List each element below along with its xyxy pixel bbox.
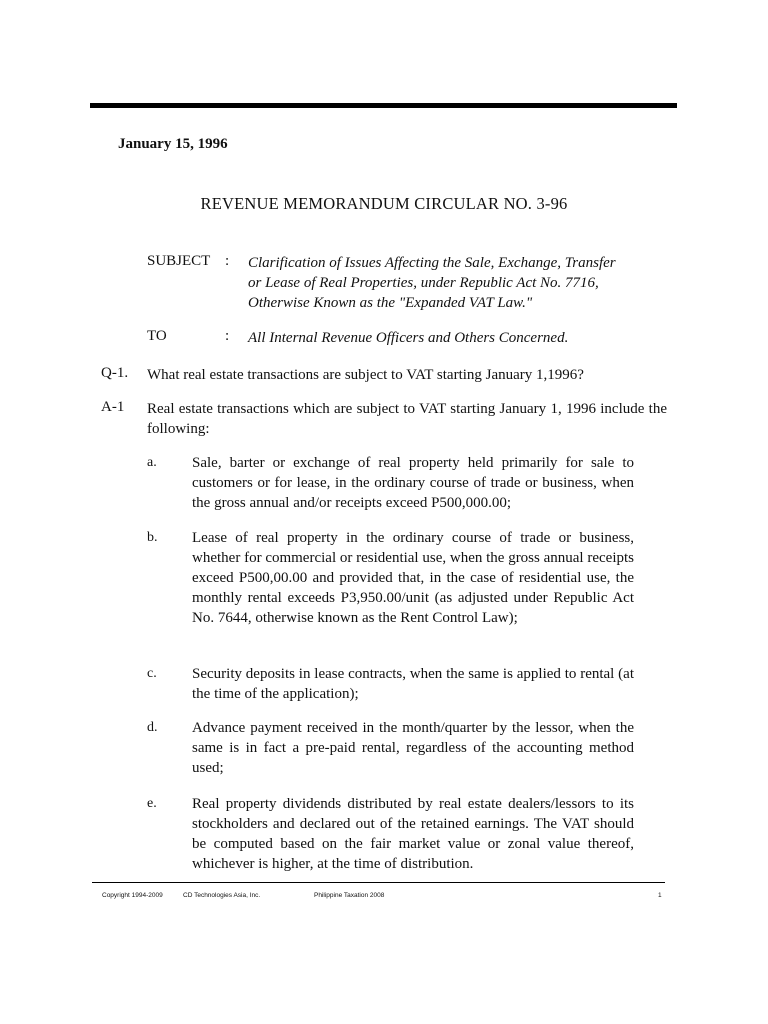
item-letter: e.: [147, 796, 157, 811]
list-item: Sale, barter or exchange of real property held primarily for sale to customers or for lease, in the ordinary course of trade or business, when the gross annual and/or receipts exceed P500,000.00;: [192, 455, 634, 511]
list-item: Real property dividends distributed by real estate dealers/lessors to its stockholders and declared out of the retained earnings. The VAT should be computed based on the fair market value or zonal value thereof, whichever is higher, at the time of distribution.: [192, 796, 634, 872]
question-label: Q-1.: [101, 365, 129, 381]
footer-company: CD Technologies Asia, Inc.: [183, 892, 261, 899]
item-letter: d.: [147, 720, 158, 735]
subject-label: SUBJECT: [147, 253, 211, 269]
question-text: What real estate transactions are subject to VAT starting January 1,1996?: [147, 367, 584, 383]
list-item: Security deposits in lease contracts, when the same is applied to rental (at the time of the application);: [192, 666, 634, 702]
subject-colon: :: [225, 253, 230, 269]
to-colon: :: [225, 328, 230, 344]
item-letter: a.: [147, 455, 157, 470]
footer-publication: Philippine Taxation 2008: [314, 892, 385, 899]
subject-text: [248, 253, 668, 313]
header-rule: [90, 103, 677, 108]
answer-text: Real estate transactions which are subject to VAT starting January 1, 1996 include the following:: [147, 401, 667, 437]
subject-line: Clarification of Issues Affecting the Sale, Exchange, Transfer: [248, 255, 616, 271]
subject-line: Otherwise Known as the "Expanded VAT Law.": [248, 295, 533, 311]
footer-page-number: 1: [658, 892, 662, 899]
item-letter: c.: [147, 666, 157, 681]
to-label: TO: [147, 328, 167, 344]
list-item: Advance payment received in the month/quarter by the lessor, when the same is in fact a pre-paid rental, regardless of the accounting method used;: [192, 720, 634, 776]
document-title: REVENUE MEMORANDUM CIRCULAR NO. 3-96: [200, 194, 568, 213]
list-item: Lease of real property in the ordinary course of trade or business, whether for commercial or residential use, when the gross annual receipts exceed P500,00.00 and provided that, in the case of residential use, the monthly rental exceeds P3,950.00/unit (as adjusted under Republic Act No. 7644, otherwise known as the Rent Control Law);: [192, 530, 634, 626]
subject-line: or Lease of Real Properties, under Republic Act No. 7716,: [248, 275, 599, 291]
answer-label: A-1: [101, 399, 125, 415]
item-letter: b.: [147, 530, 158, 545]
to-text: All Internal Revenue Officers and Others Concerned.: [248, 330, 569, 346]
document-date: January 15, 1996: [118, 136, 228, 152]
footer-rule: [92, 882, 665, 883]
footer-copyright: Copyright 1994-2009: [102, 892, 163, 899]
